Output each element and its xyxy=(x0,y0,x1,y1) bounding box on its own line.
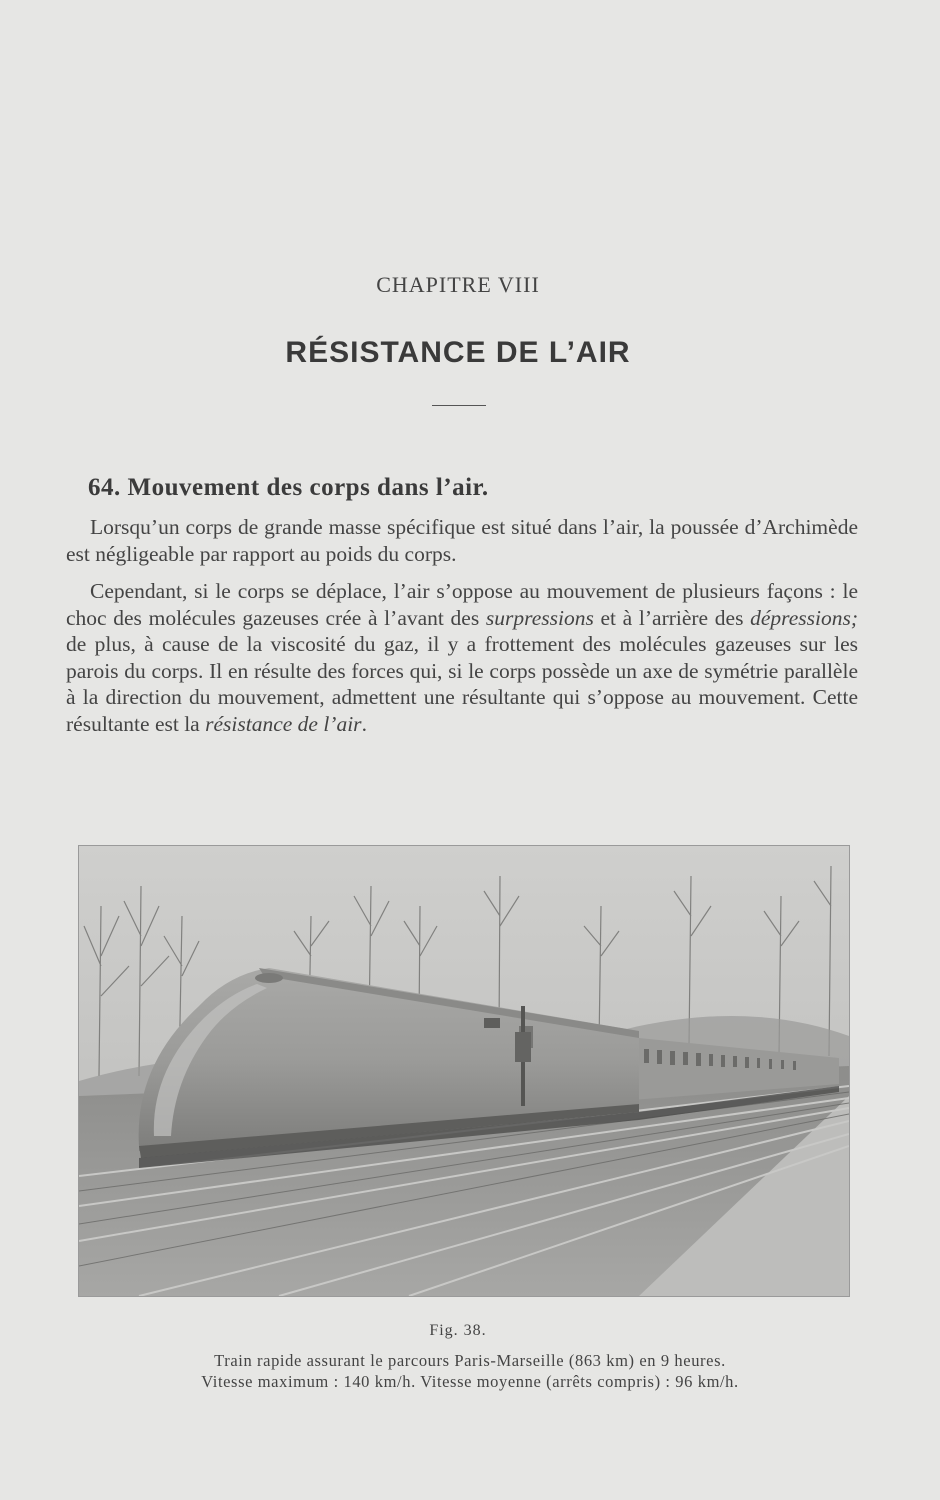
caption-line-1: Train rapide assurant le parcours Paris-Marseille (863 km) en 9 heures. xyxy=(214,1351,726,1370)
title-divider xyxy=(432,405,486,406)
paragraph-2-text-b: et à l’arrière des xyxy=(593,605,751,630)
paragraph-2 xyxy=(66,578,858,737)
paragraph-2-text-d: . xyxy=(361,711,367,736)
train-photograph xyxy=(78,845,850,1297)
paragraph-2-text-a: Cependant, si le corps se déplace, l’air s’oppose au mouvement de plusieurs façons : le choc des molécules gazeuses crée à l’avant des xyxy=(66,579,858,630)
figure-label: Fig. 38. xyxy=(429,1322,487,1339)
figure-caption xyxy=(40,1350,900,1392)
section-heading: 64. Mouvement des corps dans l’air. xyxy=(88,474,489,501)
caption-line-2: Vitesse maximum : 140 km/h. Vitesse moyenne (arrêts compris) : 96 km/h. xyxy=(201,1372,739,1391)
chapter-title: RÉSISTANCE DE L’AIR xyxy=(285,336,631,369)
paragraph-2-text-c: de plus, à cause de la viscosité du gaz, il y a frottement des molécules gazeuses sur les parois du corps. Il en résulte des forces qui, si le corps possède un axe de symétrie parallèle à la direction du mouvement, admettent une résultante qui s’oppose au mouvement. Cette résultante est la xyxy=(66,632,858,736)
term-depressions: dépressions; xyxy=(750,605,859,630)
term-surpressions: surpressions xyxy=(485,605,594,630)
term-resistance-air: résistance de l’air xyxy=(205,711,362,736)
chapter-number: CHAPITRE VIII xyxy=(376,272,540,297)
paragraph-1: Lorsqu’un corps de grande masse spécifique est situé dans l’air, la poussée d’Archimède est négligeable par rapport au poids du corps. xyxy=(66,515,858,566)
